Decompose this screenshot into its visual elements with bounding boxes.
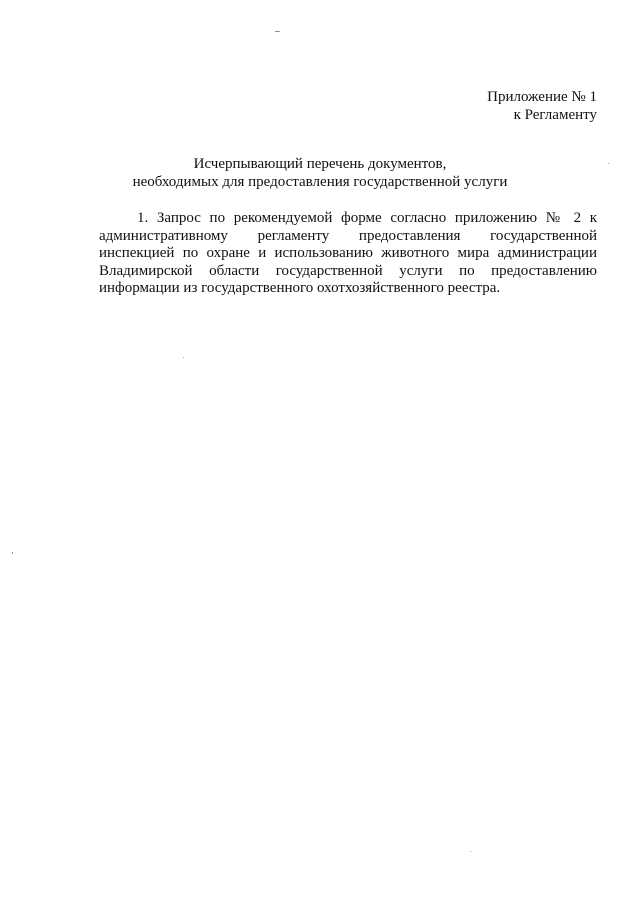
scan-mark-left (12, 552, 13, 554)
document-title (0, 155, 640, 191)
scan-mark-bottom (470, 851, 471, 852)
item-line: инспекцией по охране и использованию животного мира администрации (99, 245, 597, 262)
item-line: административному регламенту предоставления государственной (99, 227, 597, 244)
title-line-2: необходимых для предоставления государственной услуги (132, 174, 508, 190)
document-item-1 (99, 210, 597, 298)
title-line-1: Исчерпывающий перечень документов, (193, 156, 447, 172)
appendix-label (487, 88, 597, 124)
item-line: 1. Запрос по рекомендуемой форме согласно приложению № 2 к (137, 210, 597, 226)
scan-mark-top (275, 31, 280, 32)
item-line: информации из государственного охотхозяйственного реестра. (99, 280, 501, 297)
scan-mark-mid (183, 357, 184, 358)
item-line: Владимирской области государственной услуги по предоставлению (99, 262, 597, 279)
appendix-number: Приложение № 1 (487, 89, 597, 105)
appendix-reference: к Регламенту (513, 107, 597, 123)
